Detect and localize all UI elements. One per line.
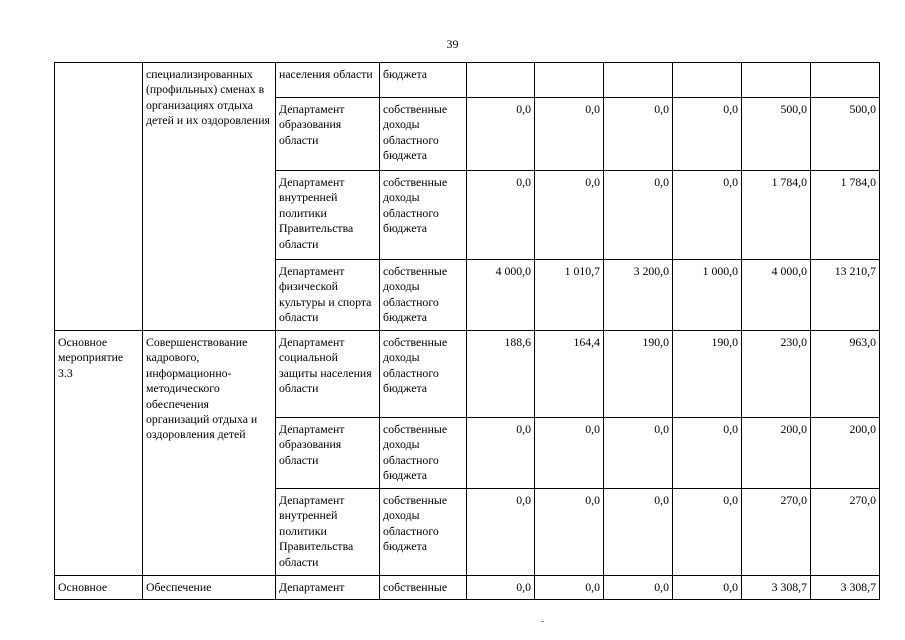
- table-row: [55, 576, 880, 600]
- value-cell: 4 000,0: [742, 260, 811, 331]
- value-cell: 270,0: [742, 489, 811, 576]
- value-cell: 190,0: [604, 331, 673, 418]
- funding-source-cell: бюджета: [380, 63, 467, 98]
- funding-source-cell: собственные доходы областного бюджета: [380, 171, 467, 260]
- value-cell: 0,0: [467, 489, 535, 576]
- funding-source-cell: собственные доходы областного бюджета: [380, 260, 467, 331]
- value-cell: 188,6: [467, 331, 535, 418]
- value-cell: 0,0: [535, 171, 604, 260]
- value-cell: 0,0: [467, 576, 535, 600]
- department-cell: Департамент внутренней политики Правительства области: [276, 489, 380, 576]
- total-cell: [811, 63, 880, 98]
- value-cell: 1 784,0: [742, 171, 811, 260]
- value-cell: 0,0: [604, 489, 673, 576]
- total-cell: 200,0: [811, 418, 880, 489]
- value-cell: 0,0: [604, 418, 673, 489]
- total-cell: 3 308,7: [811, 576, 880, 600]
- department-cell: Департамент социальной защиты населения области: [276, 331, 380, 418]
- total-cell: 13 210,7: [811, 260, 880, 331]
- department-cell: Департамент образования области: [276, 98, 380, 171]
- value-cell: 0,0: [535, 98, 604, 171]
- value-cell: 1 000,0: [673, 260, 742, 331]
- scan-mark: [541, 621, 544, 622]
- budget-table: [54, 62, 880, 600]
- value-cell: 500,0: [742, 98, 811, 171]
- event-description-cell: Совершенствование кадрового, информационно-методического обеспечения организаций отдыха и оздоровления детей: [143, 331, 276, 576]
- table-row: [55, 63, 880, 98]
- event-description-cell: Обеспечение: [143, 576, 276, 600]
- value-cell: 0,0: [467, 98, 535, 171]
- value-cell: 0,0: [535, 576, 604, 600]
- event-name-cell: [55, 63, 143, 331]
- value-cell: 3 308,7: [742, 576, 811, 600]
- value-cell: 0,0: [535, 489, 604, 576]
- event-description-cell: специализированных (профильных) сменах в организациях отдыха детей и их оздоровления: [143, 63, 276, 331]
- value-cell: 0,0: [673, 418, 742, 489]
- value-cell: 3 200,0: [604, 260, 673, 331]
- event-name-cell: Основное мероприятие 3.3: [55, 331, 143, 576]
- department-cell: Департамент физической культуры и спорта области: [276, 260, 380, 331]
- event-name-cell: Основное: [55, 576, 143, 600]
- total-cell: 270,0: [811, 489, 880, 576]
- value-cell: 4 000,0: [467, 260, 535, 331]
- value-cell: 0,0: [604, 576, 673, 600]
- department-cell: Департамент образования области: [276, 418, 380, 489]
- value-cell: 0,0: [467, 418, 535, 489]
- value-cell: 190,0: [673, 331, 742, 418]
- value-cell: 164,4: [535, 331, 604, 418]
- value-cell: [673, 63, 742, 98]
- department-cell: населения области: [276, 63, 380, 98]
- value-cell: [742, 63, 811, 98]
- funding-source-cell: собственные доходы областного бюджета: [380, 489, 467, 576]
- department-cell: Департамент внутренней политики Правительства области: [276, 171, 380, 260]
- value-cell: [604, 63, 673, 98]
- value-cell: 0,0: [673, 171, 742, 260]
- total-cell: 500,0: [811, 98, 880, 171]
- value-cell: 200,0: [742, 418, 811, 489]
- total-cell: 1 784,0: [811, 171, 880, 260]
- value-cell: [535, 63, 604, 98]
- value-cell: 0,0: [673, 576, 742, 600]
- department-cell: Департамент: [276, 576, 380, 600]
- value-cell: 0,0: [673, 489, 742, 576]
- value-cell: 0,0: [604, 171, 673, 260]
- table-row: [55, 331, 880, 418]
- value-cell: 230,0: [742, 331, 811, 418]
- funding-source-cell: собственные: [380, 576, 467, 600]
- value-cell: 0,0: [535, 418, 604, 489]
- value-cell: 0,0: [467, 171, 535, 260]
- value-cell: 0,0: [673, 98, 742, 171]
- funding-source-cell: собственные доходы областного бюджета: [380, 331, 467, 418]
- funding-source-cell: собственные доходы областного бюджета: [380, 418, 467, 489]
- funding-source-cell: собственные доходы областного бюджета: [380, 98, 467, 171]
- value-cell: 1 010,7: [535, 260, 604, 331]
- value-cell: 0,0: [604, 98, 673, 171]
- page-number: 39: [446, 37, 459, 51]
- total-cell: 963,0: [811, 331, 880, 418]
- value-cell: [467, 63, 535, 98]
